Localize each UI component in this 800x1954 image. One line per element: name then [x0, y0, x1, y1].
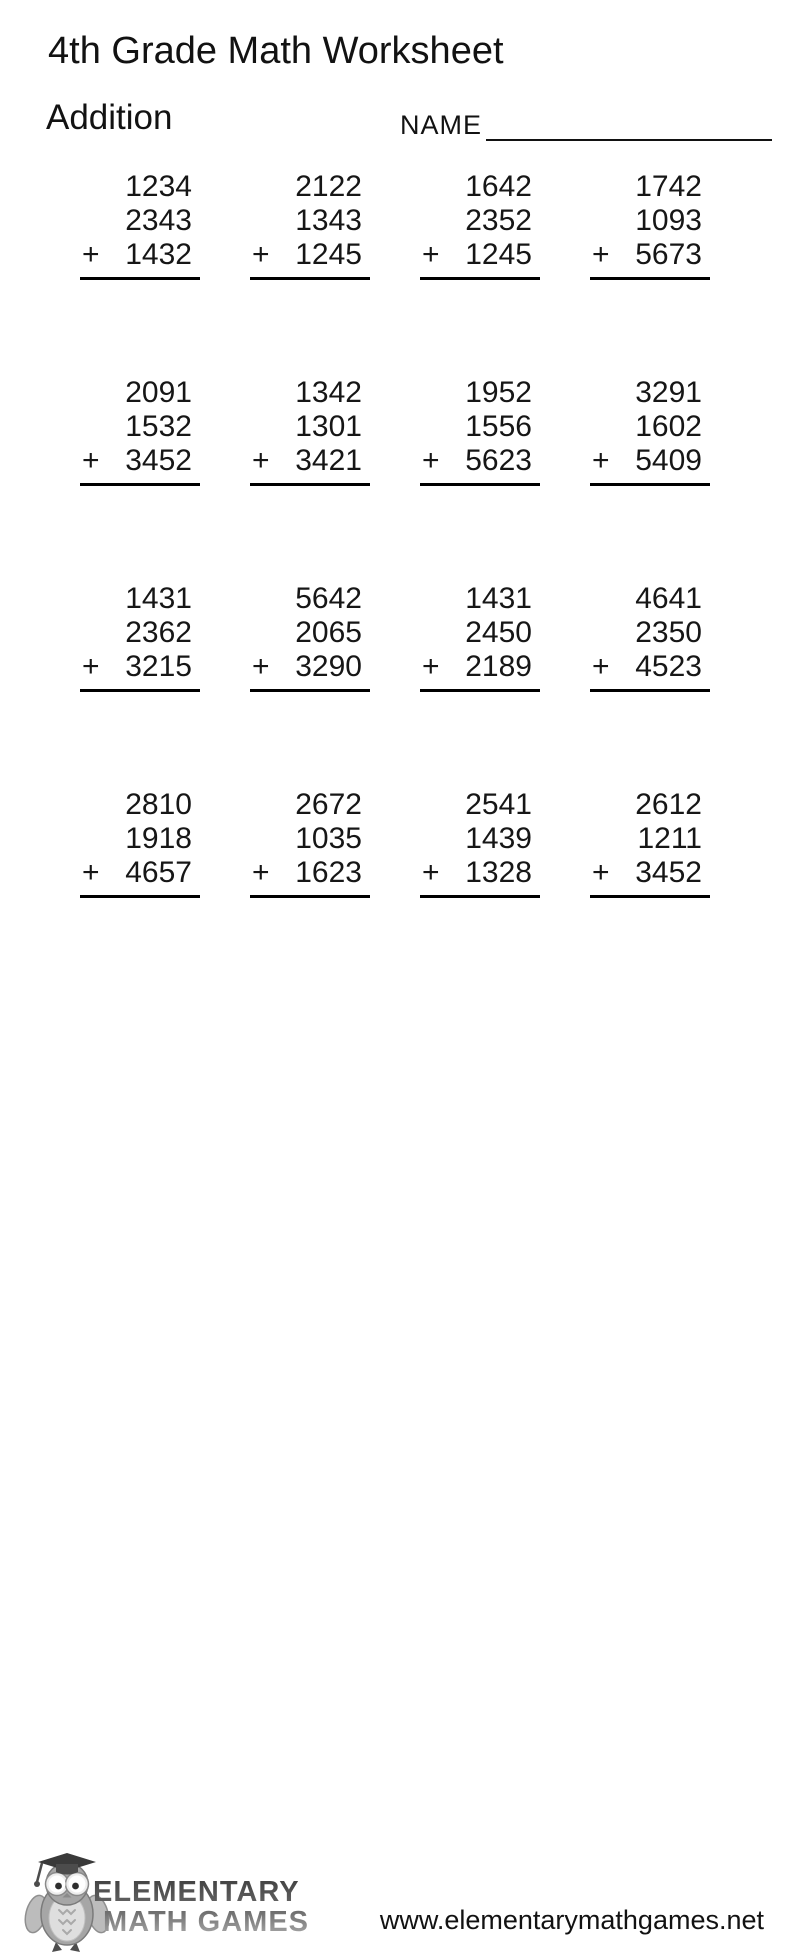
addend-2: 1556 [465, 410, 532, 443]
operator-row [590, 238, 710, 272]
addend-1: 4641 [635, 582, 702, 615]
addend-2: 1532 [125, 410, 192, 443]
plus-operator: + [82, 856, 100, 889]
addition-problem [590, 582, 710, 692]
addend-3: 3421 [295, 444, 362, 477]
addend-3: 1432 [125, 238, 192, 271]
addend-3: 2189 [465, 650, 532, 683]
addition-problem [250, 582, 370, 692]
addition-problem [590, 376, 710, 486]
addend-1: 1342 [295, 376, 362, 409]
operator-row [80, 444, 200, 478]
addend-1: 1431 [465, 582, 532, 615]
addend-2: 1093 [635, 204, 702, 237]
addend-1: 1952 [465, 376, 532, 409]
plus-operator: + [592, 444, 610, 477]
addend-2: 1918 [125, 822, 192, 855]
operator-row [420, 238, 540, 272]
addend-3: 4657 [125, 856, 192, 889]
addend-3: 5673 [635, 238, 702, 271]
addition-problem [80, 582, 200, 692]
addend-2: 2065 [295, 616, 362, 649]
addend-1: 2672 [295, 788, 362, 821]
operator-row [250, 444, 370, 478]
addend-3: 3452 [635, 856, 702, 889]
name-field-block [400, 110, 772, 141]
operator-row [250, 856, 370, 890]
addition-problem [420, 376, 540, 486]
operator-row [590, 650, 710, 684]
addend-2: 1301 [295, 410, 362, 443]
addend-1: 2612 [635, 788, 702, 821]
addend-2: 2343 [125, 204, 192, 237]
addend-3: 4523 [635, 650, 702, 683]
problems-grid [80, 170, 710, 898]
plus-operator: + [82, 444, 100, 477]
logo-line-1: ELEMENTARY [93, 1876, 300, 1908]
addend-1: 1642 [465, 170, 532, 203]
page-title: 4th Grade Math Worksheet [48, 30, 504, 72]
addend-1: 2810 [125, 788, 192, 821]
addend-2: 1343 [295, 204, 362, 237]
addend-1: 5642 [295, 582, 362, 615]
addend-2: 1035 [295, 822, 362, 855]
operator-row [420, 856, 540, 890]
plus-operator: + [252, 856, 270, 889]
plus-operator: + [592, 856, 610, 889]
addend-3: 1245 [465, 238, 532, 271]
plus-operator: + [252, 444, 270, 477]
plus-operator: + [82, 650, 100, 683]
section-title: Addition [46, 98, 173, 137]
operator-row [80, 856, 200, 890]
addition-problem [420, 170, 540, 280]
addition-problem [250, 788, 370, 898]
operator-row [420, 444, 540, 478]
plus-operator: + [592, 238, 610, 271]
addend-3: 1328 [465, 856, 532, 889]
addend-3: 1623 [295, 856, 362, 889]
operator-row [590, 856, 710, 890]
addend-1: 1431 [125, 582, 192, 615]
logo-wordmark [93, 1877, 309, 1937]
plus-operator: + [82, 238, 100, 271]
addend-2: 1211 [637, 822, 702, 855]
operator-row [80, 650, 200, 684]
plus-operator: + [252, 650, 270, 683]
addend-1: 3291 [635, 376, 702, 409]
logo-line-2: MATH GAMES [103, 1906, 310, 1938]
footer [0, 925, 800, 1938]
addend-2: 1439 [465, 822, 532, 855]
addend-2: 2362 [125, 616, 192, 649]
addition-problem [590, 788, 710, 898]
operator-row [250, 238, 370, 272]
addend-3: 1245 [295, 238, 362, 271]
addend-3: 3215 [125, 650, 192, 683]
addend-3: 3290 [295, 650, 362, 683]
name-label: NAME [400, 110, 483, 140]
plus-operator: + [422, 238, 440, 271]
addition-problem [250, 170, 370, 280]
operator-row [590, 444, 710, 478]
addend-1: 1742 [635, 170, 702, 203]
addition-problem [420, 788, 540, 898]
addition-problem [590, 170, 710, 280]
plus-operator: + [422, 650, 440, 683]
website-url: www.elementarymathgames.net [379, 1905, 764, 1935]
addend-3: 5623 [465, 444, 532, 477]
addition-problem [80, 376, 200, 486]
addend-3: 5409 [635, 444, 702, 477]
addition-problem [80, 170, 200, 280]
operator-row [250, 650, 370, 684]
name-blank-line [486, 111, 772, 141]
addend-2: 2450 [465, 616, 532, 649]
addend-1: 2122 [295, 170, 362, 203]
addition-problem [420, 582, 540, 692]
operator-row [80, 238, 200, 272]
plus-operator: + [422, 856, 440, 889]
addend-2: 2352 [465, 204, 532, 237]
addend-1: 1234 [125, 170, 192, 203]
addend-1: 2091 [125, 376, 192, 409]
addition-problem [80, 788, 200, 898]
addend-2: 1602 [635, 410, 702, 443]
addend-1: 2541 [465, 788, 532, 821]
addend-3: 3452 [125, 444, 192, 477]
plus-operator: + [422, 444, 440, 477]
plus-operator: + [252, 238, 270, 271]
addend-2: 2350 [635, 616, 702, 649]
operator-row [420, 650, 540, 684]
plus-operator: + [592, 650, 610, 683]
addition-problem [250, 376, 370, 486]
